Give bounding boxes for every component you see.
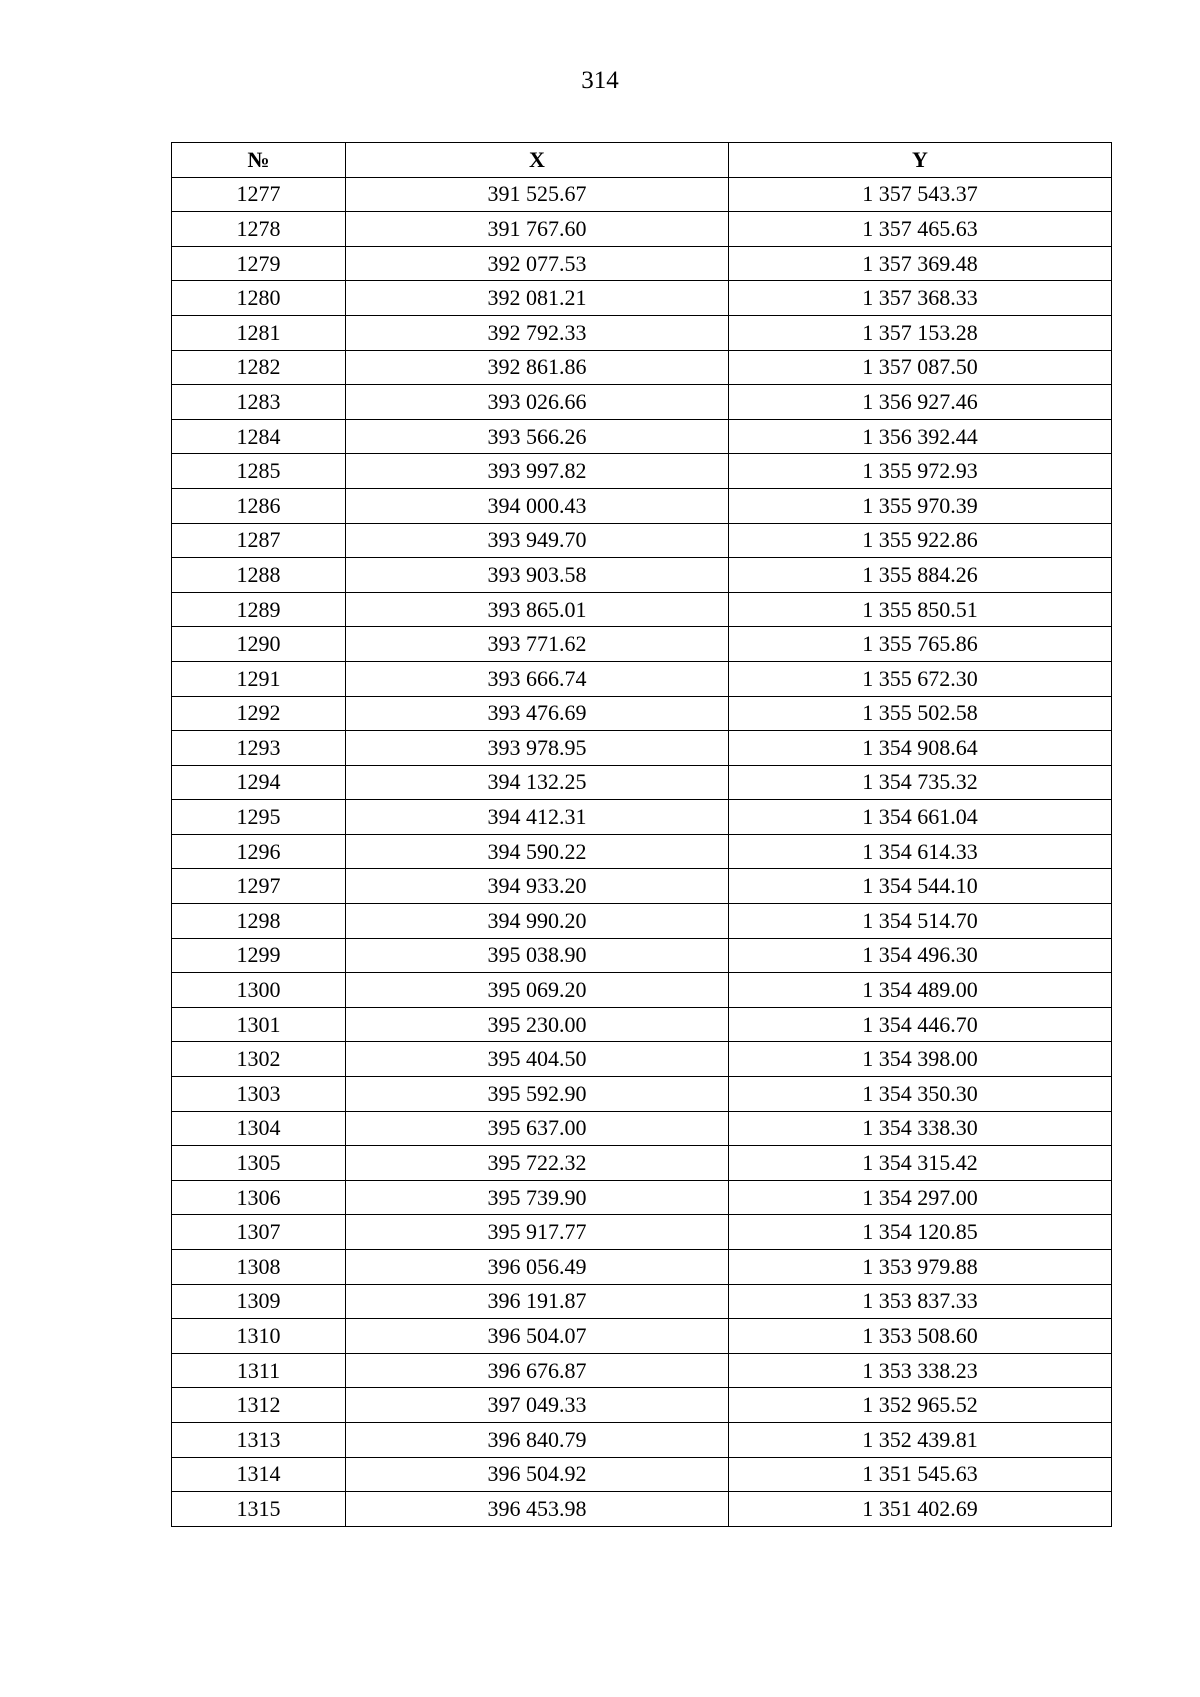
- x-coordinate-cell: 394 933.20: [346, 869, 729, 904]
- point-number-cell: 1278: [172, 212, 346, 247]
- y-coordinate-cell: 1 357 368.33: [729, 281, 1112, 316]
- y-coordinate-cell: 1 354 338.30: [729, 1111, 1112, 1146]
- y-coordinate-cell: 1 354 735.32: [729, 765, 1112, 800]
- point-number-cell: 1281: [172, 315, 346, 350]
- point-number-cell: 1280: [172, 281, 346, 316]
- point-number-cell: 1311: [172, 1353, 346, 1388]
- table-row: [172, 1284, 1112, 1319]
- point-number-cell: 1300: [172, 973, 346, 1008]
- table-row: [172, 1492, 1112, 1527]
- table-row: [172, 1215, 1112, 1250]
- x-coordinate-cell: 394 590.22: [346, 834, 729, 869]
- point-number-cell: 1296: [172, 834, 346, 869]
- header-row: [172, 143, 1112, 178]
- point-number-cell: 1315: [172, 1492, 346, 1527]
- point-number-cell: 1306: [172, 1180, 346, 1215]
- y-coordinate-cell: 1 352 965.52: [729, 1388, 1112, 1423]
- y-coordinate-cell: 1 354 514.70: [729, 904, 1112, 939]
- table-row: [172, 731, 1112, 766]
- y-coordinate-cell: 1 355 972.93: [729, 454, 1112, 489]
- y-coordinate-cell: 1 354 398.00: [729, 1042, 1112, 1077]
- point-number-cell: 1301: [172, 1007, 346, 1042]
- table-row: [172, 315, 1112, 350]
- point-number-cell: 1282: [172, 350, 346, 385]
- point-number-cell: 1288: [172, 558, 346, 593]
- x-coordinate-cell: 393 771.62: [346, 627, 729, 662]
- x-coordinate-cell: 396 504.92: [346, 1457, 729, 1492]
- x-coordinate-cell: 393 026.66: [346, 385, 729, 420]
- table-row: [172, 558, 1112, 593]
- table-row: [172, 212, 1112, 247]
- table-row: [172, 1180, 1112, 1215]
- column-header-x: X: [346, 143, 729, 178]
- x-coordinate-cell: 393 903.58: [346, 558, 729, 593]
- point-number-cell: 1305: [172, 1146, 346, 1181]
- x-coordinate-cell: 395 917.77: [346, 1215, 729, 1250]
- table-row: [172, 765, 1112, 800]
- point-number-cell: 1277: [172, 177, 346, 212]
- y-coordinate-cell: 1 351 402.69: [729, 1492, 1112, 1527]
- point-number-cell: 1309: [172, 1284, 346, 1319]
- point-number-cell: 1312: [172, 1388, 346, 1423]
- point-number-cell: 1310: [172, 1319, 346, 1354]
- point-number-cell: 1285: [172, 454, 346, 489]
- x-coordinate-cell: 395 637.00: [346, 1111, 729, 1146]
- table-row: [172, 1077, 1112, 1112]
- y-coordinate-cell: 1 354 297.00: [729, 1180, 1112, 1215]
- table-row: [172, 419, 1112, 454]
- table-row: [172, 1111, 1112, 1146]
- table-row: [172, 592, 1112, 627]
- table-row: [172, 834, 1112, 869]
- x-coordinate-cell: 395 592.90: [346, 1077, 729, 1112]
- table-row: [172, 385, 1112, 420]
- y-coordinate-cell: 1 354 489.00: [729, 973, 1112, 1008]
- y-coordinate-cell: 1 355 884.26: [729, 558, 1112, 593]
- x-coordinate-cell: 393 865.01: [346, 592, 729, 627]
- y-coordinate-cell: 1 357 543.37: [729, 177, 1112, 212]
- x-coordinate-cell: 397 049.33: [346, 1388, 729, 1423]
- x-coordinate-cell: 393 566.26: [346, 419, 729, 454]
- x-coordinate-cell: 393 978.95: [346, 731, 729, 766]
- y-coordinate-cell: 1 353 508.60: [729, 1319, 1112, 1354]
- x-coordinate-cell: 395 038.90: [346, 938, 729, 973]
- point-number-cell: 1307: [172, 1215, 346, 1250]
- point-number-cell: 1297: [172, 869, 346, 904]
- x-coordinate-cell: 395 739.90: [346, 1180, 729, 1215]
- point-number-cell: 1292: [172, 696, 346, 731]
- x-coordinate-cell: 394 132.25: [346, 765, 729, 800]
- table-row: [172, 869, 1112, 904]
- point-number-cell: 1291: [172, 661, 346, 696]
- y-coordinate-cell: 1 355 672.30: [729, 661, 1112, 696]
- y-coordinate-cell: 1 357 087.50: [729, 350, 1112, 385]
- point-number-cell: 1302: [172, 1042, 346, 1077]
- y-coordinate-cell: 1 355 922.86: [729, 523, 1112, 558]
- x-coordinate-cell: 396 504.07: [346, 1319, 729, 1354]
- table-row: [172, 1388, 1112, 1423]
- x-coordinate-cell: 394 990.20: [346, 904, 729, 939]
- x-coordinate-cell: 393 476.69: [346, 696, 729, 731]
- point-number-cell: 1293: [172, 731, 346, 766]
- x-coordinate-cell: 391 767.60: [346, 212, 729, 247]
- table-row: [172, 1146, 1112, 1181]
- y-coordinate-cell: 1 354 350.30: [729, 1077, 1112, 1112]
- x-coordinate-cell: 394 000.43: [346, 488, 729, 523]
- y-coordinate-cell: 1 355 970.39: [729, 488, 1112, 523]
- table-row: [172, 488, 1112, 523]
- point-number-cell: 1295: [172, 800, 346, 835]
- table-row: [172, 800, 1112, 835]
- table-row: [172, 281, 1112, 316]
- x-coordinate-cell: 392 792.33: [346, 315, 729, 350]
- y-coordinate-cell: 1 354 614.33: [729, 834, 1112, 869]
- table-body: [172, 177, 1112, 1526]
- point-number-cell: 1284: [172, 419, 346, 454]
- column-header-number: №: [172, 143, 346, 178]
- point-number-cell: 1283: [172, 385, 346, 420]
- point-number-cell: 1294: [172, 765, 346, 800]
- table-row: [172, 1250, 1112, 1285]
- table-row: [172, 1422, 1112, 1457]
- table-row: [172, 661, 1112, 696]
- y-coordinate-cell: 1 355 850.51: [729, 592, 1112, 627]
- column-header-y: Y: [729, 143, 1112, 178]
- x-coordinate-cell: 395 230.00: [346, 1007, 729, 1042]
- point-number-cell: 1303: [172, 1077, 346, 1112]
- y-coordinate-cell: 1 357 369.48: [729, 246, 1112, 281]
- coordinates-table: [171, 142, 1112, 1527]
- y-coordinate-cell: 1 351 545.63: [729, 1457, 1112, 1492]
- table-header: [172, 143, 1112, 178]
- x-coordinate-cell: 396 191.87: [346, 1284, 729, 1319]
- y-coordinate-cell: 1 354 496.30: [729, 938, 1112, 973]
- y-coordinate-cell: 1 356 392.44: [729, 419, 1112, 454]
- table-row: [172, 1007, 1112, 1042]
- table-row: [172, 973, 1112, 1008]
- point-number-cell: 1286: [172, 488, 346, 523]
- table-row: [172, 350, 1112, 385]
- y-coordinate-cell: 1 356 927.46: [729, 385, 1112, 420]
- table-row: [172, 938, 1112, 973]
- x-coordinate-cell: 392 861.86: [346, 350, 729, 385]
- y-coordinate-cell: 1 354 120.85: [729, 1215, 1112, 1250]
- table-row: [172, 696, 1112, 731]
- table-row: [172, 454, 1112, 489]
- y-coordinate-cell: 1 354 661.04: [729, 800, 1112, 835]
- x-coordinate-cell: 393 666.74: [346, 661, 729, 696]
- y-coordinate-cell: 1 355 502.58: [729, 696, 1112, 731]
- y-coordinate-cell: 1 355 765.86: [729, 627, 1112, 662]
- page-number: 314: [581, 67, 619, 94]
- y-coordinate-cell: 1 353 837.33: [729, 1284, 1112, 1319]
- x-coordinate-cell: 393 997.82: [346, 454, 729, 489]
- point-number-cell: 1298: [172, 904, 346, 939]
- y-coordinate-cell: 1 354 446.70: [729, 1007, 1112, 1042]
- x-coordinate-cell: 396 056.49: [346, 1250, 729, 1285]
- x-coordinate-cell: 392 077.53: [346, 246, 729, 281]
- table-row: [172, 627, 1112, 662]
- y-coordinate-cell: 1 357 465.63: [729, 212, 1112, 247]
- y-coordinate-cell: 1 357 153.28: [729, 315, 1112, 350]
- point-number-cell: 1299: [172, 938, 346, 973]
- table-row: [172, 246, 1112, 281]
- y-coordinate-cell: 1 354 908.64: [729, 731, 1112, 766]
- y-coordinate-cell: 1 354 315.42: [729, 1146, 1112, 1181]
- x-coordinate-cell: 393 949.70: [346, 523, 729, 558]
- point-number-cell: 1304: [172, 1111, 346, 1146]
- x-coordinate-cell: 396 453.98: [346, 1492, 729, 1527]
- table-row: [172, 1042, 1112, 1077]
- point-number-cell: 1289: [172, 592, 346, 627]
- x-coordinate-cell: 392 081.21: [346, 281, 729, 316]
- y-coordinate-cell: 1 354 544.10: [729, 869, 1112, 904]
- point-number-cell: 1287: [172, 523, 346, 558]
- x-coordinate-cell: 396 840.79: [346, 1422, 729, 1457]
- table-row: [172, 1457, 1112, 1492]
- table-row: [172, 523, 1112, 558]
- x-coordinate-cell: 395 722.32: [346, 1146, 729, 1181]
- x-coordinate-cell: 395 069.20: [346, 973, 729, 1008]
- x-coordinate-cell: 394 412.31: [346, 800, 729, 835]
- y-coordinate-cell: 1 352 439.81: [729, 1422, 1112, 1457]
- point-number-cell: 1314: [172, 1457, 346, 1492]
- x-coordinate-cell: 391 525.67: [346, 177, 729, 212]
- y-coordinate-cell: 1 353 338.23: [729, 1353, 1112, 1388]
- table-row: [172, 904, 1112, 939]
- point-number-cell: 1290: [172, 627, 346, 662]
- x-coordinate-cell: 396 676.87: [346, 1353, 729, 1388]
- table-row: [172, 177, 1112, 212]
- table-row: [172, 1319, 1112, 1354]
- table-row: [172, 1353, 1112, 1388]
- point-number-cell: 1279: [172, 246, 346, 281]
- y-coordinate-cell: 1 353 979.88: [729, 1250, 1112, 1285]
- point-number-cell: 1313: [172, 1422, 346, 1457]
- x-coordinate-cell: 395 404.50: [346, 1042, 729, 1077]
- point-number-cell: 1308: [172, 1250, 346, 1285]
